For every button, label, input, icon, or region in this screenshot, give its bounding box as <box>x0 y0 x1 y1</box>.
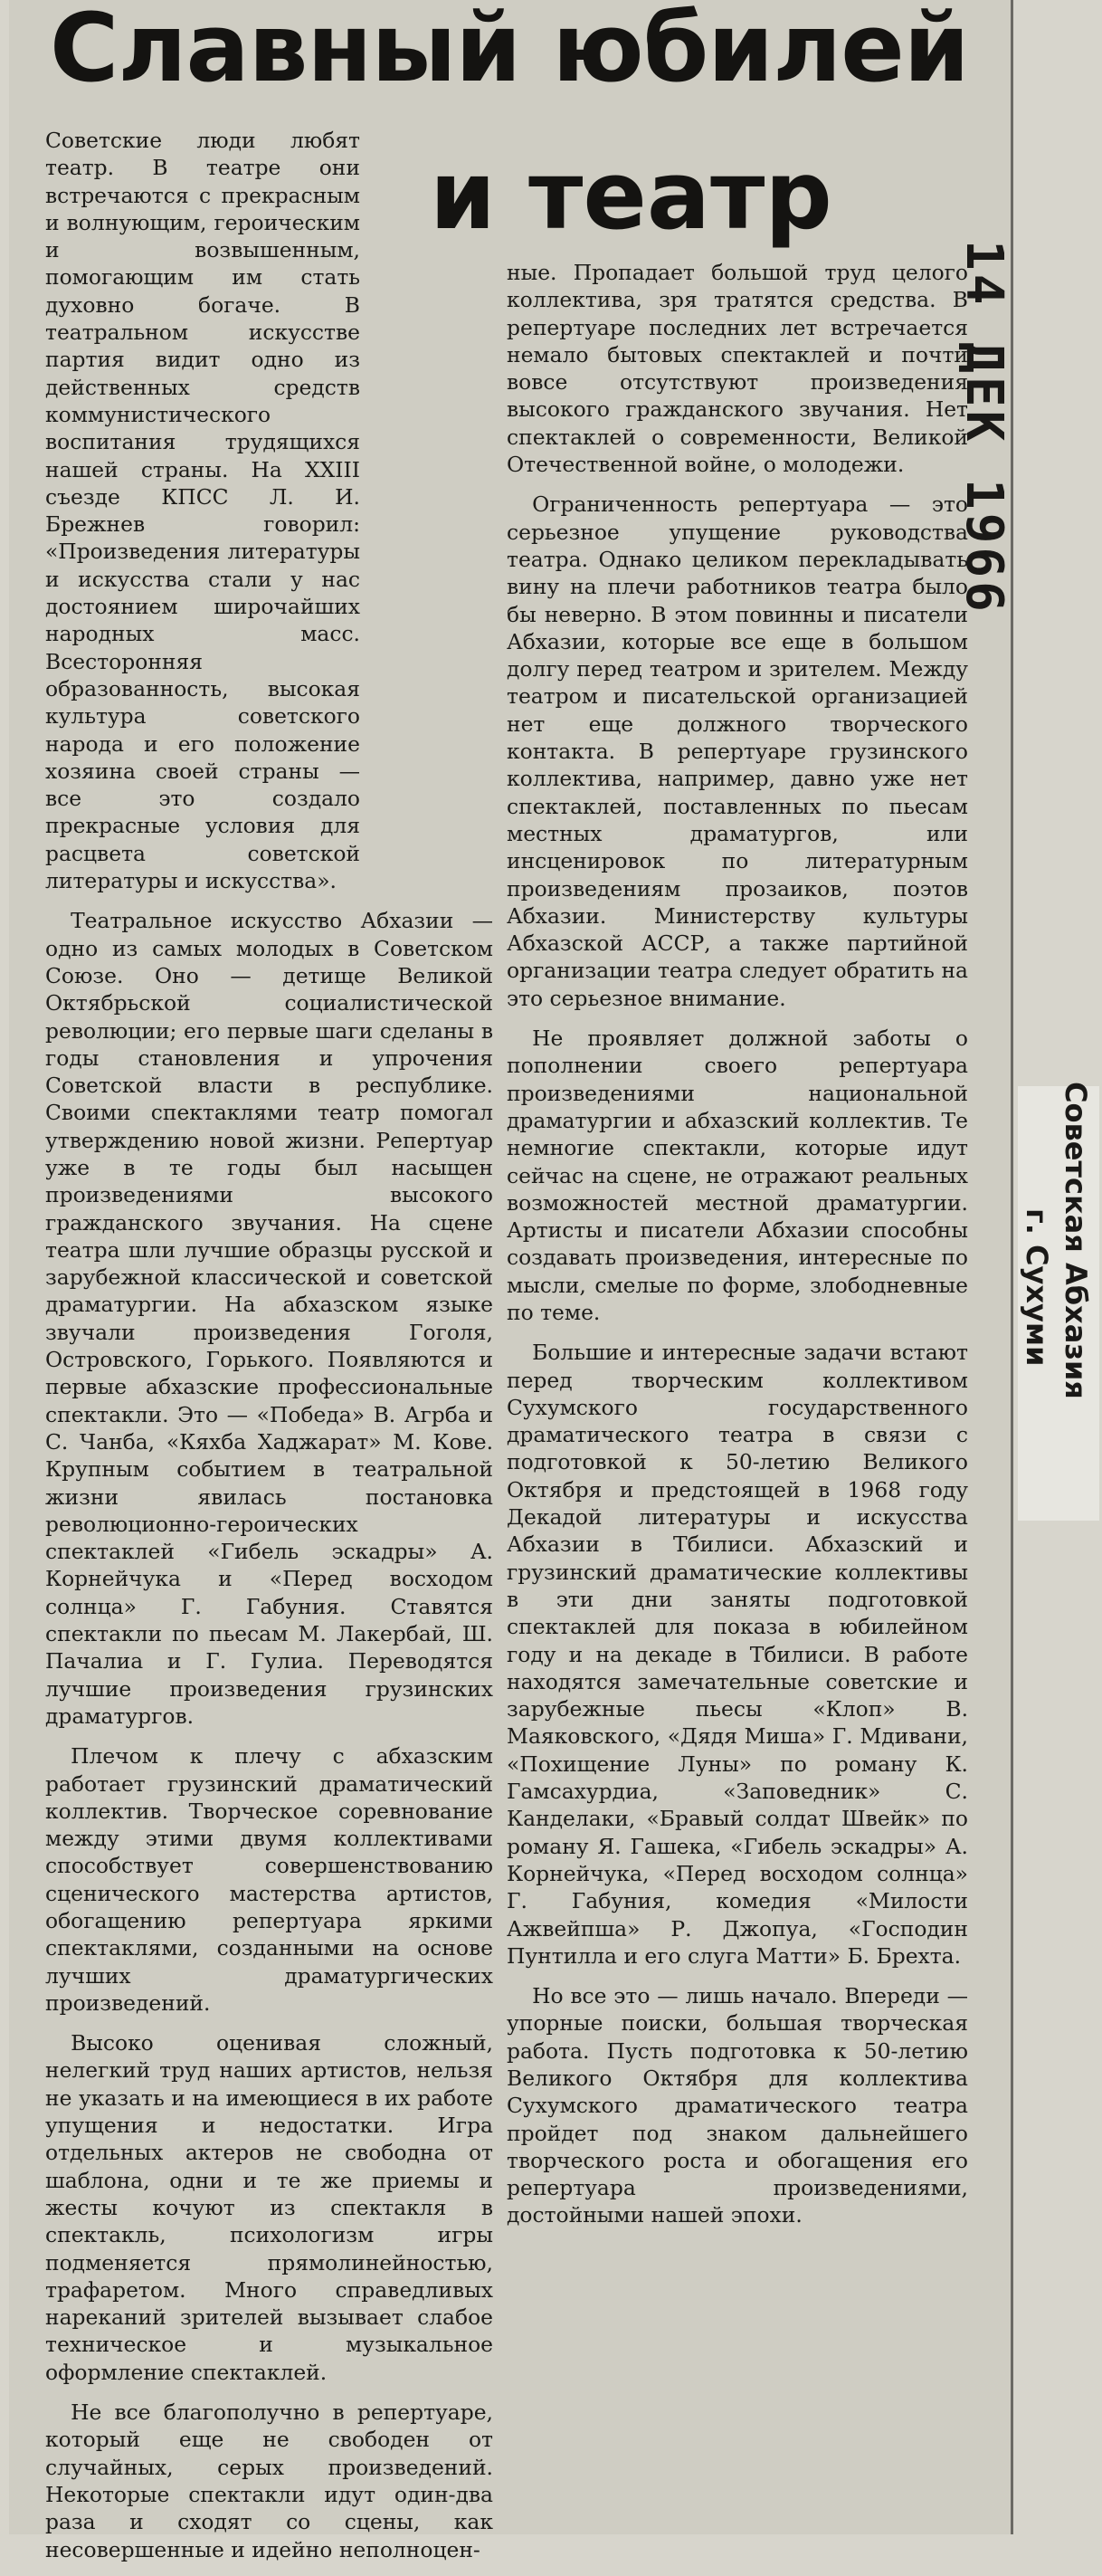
date-stamp: 14 ДЕК 1966 <box>955 240 1013 615</box>
headline-line-1: Славный юбилей <box>50 0 969 103</box>
paragraph: Большие и интересные задачи встают перед творческим коллективом Сухумского государственного драматического театра в связи с подготовкой к 50-летию Великого Октября и предстоящей в 1968 году Декадой литературы и искусства Абхазии в Тбилиси. Абхазский и грузинский драматические коллективы в эти дни заняты подготовкой спектаклей для показа в юбилейном году и на декаде в Тбилиси. В работе находятся замечательные советские и зарубежные пьесы «Клоп» В. Маяковского, «Дядя Миша» Г. Мдивани, «Похищение Луны» по роману К. Гамсахурдиа, «Заповедник» С. Канделаки, «Бравый солдат Швейк» по роману Я. Гашека, «Гибель эскадры» А. Корнейчука, «Перед восходом солнца» Г. Габуния, комедия «Милости Ажвейпша» Р. Джопуа, «Господин Пунтилла и его слуга Матти» Б. Брехта. <box>507 1340 968 1969</box>
article-column-1 <box>45 127 493 2576</box>
paragraph: Театральное искусство Абхазии — одно из самых молодых в Советском Союзе. Оно — детище Великой Октябрьской социалистической революции; его первые шаги сделаны в годы становления и упрочения Советской власти в республике. Своими спектаклями театр помогал утверждению новой жизни. Репертуар уже в те годы был насыщен произведениями высокого гражданского звучания. На сцене театра шли лучшие образцы русской и зарубежной классической и советской драматургии. На абхазском языке звучали произведения Гоголя, Островского, Горького. Появляются и первые абхазские профессиональные спектакли. Это — «Победа» В. Агрба и С. Чанба, «Кяхба Хаджарат» М. Кове. Крупным событием в театральной жизни явилась постановка революционно-героических спектаклей «Гибель эскадры» А. Корнейчука и «Перед восходом солнца» Г. Габуния. Ставятся спектакли по пьесам М. Лакербай, Ш. Пачалиа и Г. Гулиа. Переводятся лучшие произведения грузинских драматургов. <box>45 908 493 1729</box>
paragraph: Плечом к плечу с абхазским работает грузинский драматический коллектив. Творческое соревнование между этими двумя коллективами способствует совершенствованию сценического мастерства артистов, обогащению репертуара яркими спектаклями, созданными на основе лучших драматургических произведений. <box>45 1743 493 2016</box>
paragraph: Но все это — лишь начало. Впереди — упорные поиски, большая творческая работа. Пусть подготовка к 50-летию Великого Октября для коллектива Сухумского драматического театра пройдет под знаком дальнейшего творческого роста и обогащения его репертуара произведениями, достойными нашей эпохи. <box>507 1983 968 2228</box>
article-column-2 <box>507 259 968 2242</box>
paragraph: Советские люди любят театр. В театре они встречаются с прекрасным и волнующим, героическим и возвышенным, помогающим им стать духовно богаче. В театральном искусстве партия видит одно из действенных средств коммунистического воспитания трудящихся нашей страны. На XXIII съезде КПСС Л. И. Брежнев говорил: «Произведения литературы и искусства стали у нас достоянием широчайших народных масс. Всесторонняя образованность, высокая культура советского народа и его положение хозяина своей страны — все это создало прекрасные условия для расцвета советской литературы и искусства». <box>45 128 360 894</box>
source-newspaper-name: Советская Абхазия <box>1059 1082 1093 1399</box>
paragraph: Не все благополучно в репертуаре, который еще не свободен от случайных, серых произведений. Некоторые спектакли идут один-два раза и сходят со сцены, как несовершенные и идейно неполноцен- <box>45 2399 493 2562</box>
paragraph: Не проявляет должной заботы о пополнении своего репертуара произведениями национальной драматургии и абхазский коллектив. Те немногие спектакли, которые идут сейчас на сцене, не отражают реальных возможностей местной драматургии. Артисты и писатели Абхазии способны создавать произведения, интересные по мысли, смелые по форме, злободневные по теме. <box>507 1026 968 1325</box>
paragraph: Высоко оценивая сложный, нелегкий труд наших артистов, нельзя не указать и на имеющиеся в их работе упущения и недостатки. Игра отдельных актеров не свободна от шаблона, одни и те же приемы и жесты кочуют из спектакля в спектакль, психологизм игры подменяется прямолинейностью, трафаретом. Много справедливых нареканий зрителей вызывает слабое техническое и музыкальное оформление спектаклей. <box>45 2030 493 2385</box>
paragraph: ные. Пропадает большой труд целого коллектива, зря тратятся средства. В репертуаре последних лет встречается немало бытовых спектаклей и почти вовсе отсутствуют произведения высокого гражданского звучания. Нет спектаклей о современности, Великой Отечественной войне, о молодежи. <box>507 260 968 478</box>
source-city: г. Сухуми <box>1020 1208 1054 1367</box>
headline-line-2: и театр <box>430 140 832 251</box>
paragraph: Ограниченность репертуара — это серьезное упущение руководства театра. Однако целиком перекладывать вину на плечи работников театра было бы неверно. В этом повинны и писатели Абхазии, которые все еще в большом долгу перед театром и зрителем. Между театром и писательской организацией нет еще должного творческого контакта. В репертуаре грузинского коллектива, например, давно уже нет спектаклей, поставленных по пьесам местных драматургов, или инсценировок по литературным произведениям прозаиков, поэтов Абхазии. Министерству культуры Абхазской АССР, а также партийной организации театра следует обратить на это серьезное внимание. <box>507 491 968 1011</box>
